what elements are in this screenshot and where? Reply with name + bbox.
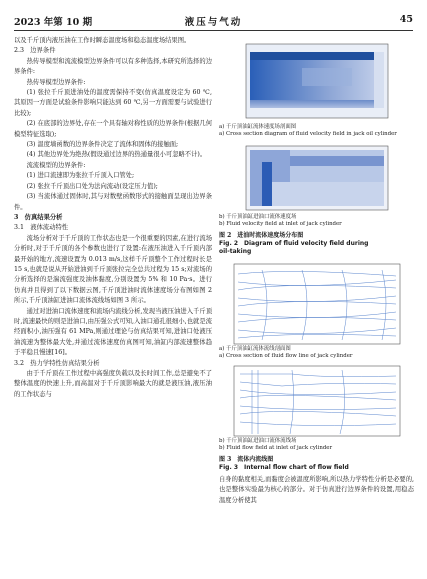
paragraph: (3) 当流体通过固体时,其与对数壁函数形式的接触面呈现出边界条件。 <box>14 193 212 211</box>
section-heading: 2.3 边界条件 <box>14 47 56 55</box>
figure-2-title-en: Fig. 2 Diagram of fluid velocity field during <box>219 240 369 247</box>
left-column <box>14 36 212 400</box>
figure-2a-velocity-cross-section <box>242 38 392 124</box>
figure-caption-cn: a) 千斤顶油缸流体流线剖面图 <box>219 346 291 352</box>
paragraph: 由于千斤顶在工作过程中高强度负载以及长时间工作,总是避免不了整体温度的快速上升,而高温对于千斤顶影响最大的就是液压油,液压油的工作状态与 <box>14 370 212 398</box>
paragraph: (1) 张拉千斤顶进油处的温度需保持不变(仿真温度设定为 60 ℃,其原因一方面是试验条件影响只能达到 60 ℃,另一方面需要与试验进行比较); <box>14 89 212 117</box>
page-number: 45 <box>399 14 413 25</box>
flowline-image <box>232 262 402 346</box>
figure-3b-inlet-flowfield <box>232 364 402 438</box>
paragraph: 以及千斤顶内液压油在工作时瞬态温度场和稳态温度场结果图。 <box>14 37 191 44</box>
subsection-heading: 3.2 热力学特性仿真结果分析 <box>14 359 100 367</box>
figure-caption-en: a) Cross section of fluid flow line of jack cylinder <box>219 353 353 359</box>
figure-caption-en: a) Cross section diagram of fluid velocity field in jack oil cylinder <box>219 131 397 137</box>
section-heading: 3 仿真结果分析 <box>14 213 63 221</box>
figure-2b-inlet-velocity <box>242 142 392 214</box>
figure-3-title-en: Fig. 3 Internal flow chart of flow field <box>219 464 349 471</box>
journal-title: 液压与气动 <box>184 17 243 28</box>
figure-3a-flowline-cross-section <box>232 262 402 346</box>
inlet-velocity-image <box>242 142 392 214</box>
paragraph: 流场分析对于千斤顶的工作状态也是一个很重要的因素,在进行流场分析时,对于千斤顶的各个参数也进行了设置:在液压油进入千斤顶内部最开始的地方,流速设置为 0.013 m/s,这样千斤顶整个工作过程时长是 15 s,也就是说从开始进油到千斤顶张拉完全总共过程为 15 s;对流场的分析选择的是湍流强度及油体黏度,分别设置为 5% 和 10 Pa·s。进行仿真并且得到了以下数据云图,千斤顶进油时流体速度场分布图如图 2 所示,千斤顶油缸进油口流体流线场如图 3 所示。 <box>14 234 212 305</box>
paragraph: 热传导模型和流流模型边界条件可以有多种选择,本研究所选择的边界条件: <box>14 57 212 76</box>
subsection-heading: 3.1 液体流动特性 <box>14 224 69 232</box>
figure-caption-cn: a) 千斤顶油缸流体速度场剖面图 <box>219 124 297 130</box>
figure-caption-en: b) Fluid flow field at inlet of jack cylinder <box>219 445 333 451</box>
inlet-flowfield-image <box>232 364 402 438</box>
right-column <box>219 36 414 506</box>
paragraph: (1) 进口流速即为张拉千斤顶入口管处; <box>26 172 135 180</box>
paragraph: 热传导模型边界条件: <box>26 78 86 86</box>
journal-issue: 2023 年第 10 期 <box>14 17 93 28</box>
paragraph: (3) 温度墙函数的边界条件决定了流体和固体的接触面; <box>26 141 179 149</box>
figure-2-title-en-line2: oil-taking <box>219 248 252 255</box>
figure-caption-cn: b) 千斤顶油缸进油口流体速度场 <box>219 214 297 220</box>
page-header <box>14 14 413 28</box>
paragraph: (2) 张拉千斤顶出口处为法向流动(设定压力值); <box>26 182 158 190</box>
figure-2-title-cn: 图 2 进油时流体速度场分布图 <box>219 232 304 239</box>
paragraph: (4) 其他边界处为绝热(假设通过边界的热通量很小可忽略不计)。 <box>26 151 207 159</box>
figure-3-title-cn: 图 3 流体内流线图 <box>219 456 274 463</box>
figure-caption-en: b) Fluid velocity field at inlet of jack cylinder <box>219 221 342 227</box>
paragraph: (2) 在底部的边界处,存在一个具有轴对称性质的边界条件(根据几何模型特征选取); <box>14 120 212 138</box>
paragraph: 流流模型的边界条件: <box>26 161 86 169</box>
paragraph: 自身的黏度相关,而黏度会被温度所影响,所以热力学特性分析是必要的,也是整体实验最为核心的部分。对于仿真进行边界条件的设置,用稳态温度分析使其 <box>219 476 414 504</box>
paragraph: 通过对进油口流体速度和流场内流线分析,发现当液压油进入千斤顶时,流速最快的则是进油口,由压强公式可知,入油口通孔很细小,也就是流经面积小,油压强有 61 MPa,则通过理论与仿真结果可知,进油口处液压油流速为整体最大处,并通过流体速度仿真图可知,油缸内部流速整体趋于平稳且慢速[16]。 <box>14 307 212 357</box>
header-rule <box>14 30 413 31</box>
figure-caption-cn: b) 千斤顶油缸进油口流体流线场 <box>219 438 297 444</box>
velocity-field-image <box>242 38 392 124</box>
